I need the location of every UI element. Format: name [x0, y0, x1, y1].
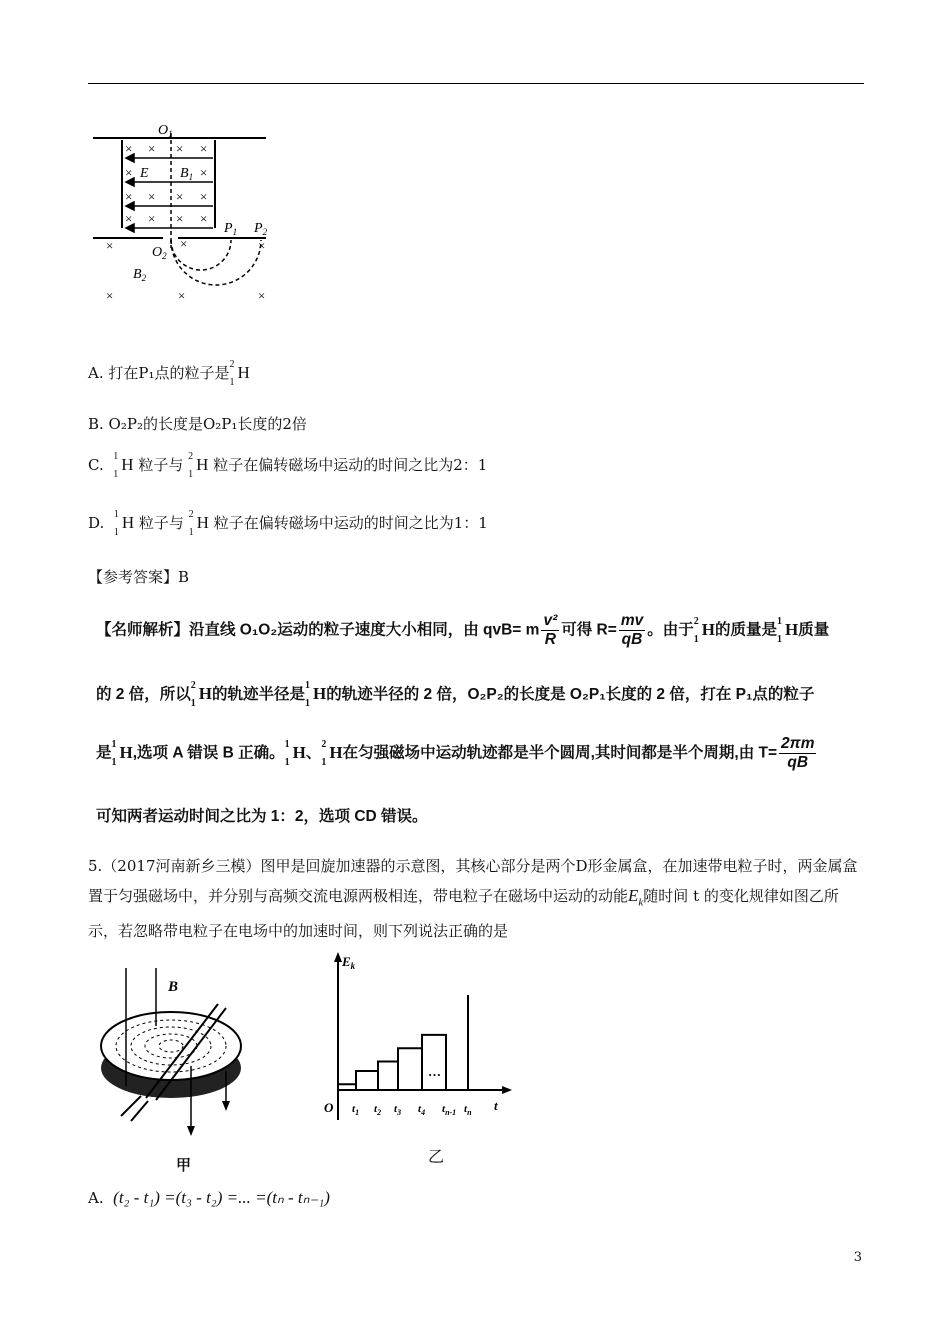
time-tick-label: $t_4$	[418, 1103, 426, 1117]
o2-sub: 2	[162, 251, 167, 261]
time-tick-label: $t_2$	[374, 1103, 382, 1117]
svg-text:O1	[158, 123, 173, 139]
o1-label: O	[158, 123, 169, 138]
e-label: E	[140, 166, 149, 181]
svg-text:B2	[133, 267, 147, 283]
field-cross: ×	[176, 211, 184, 226]
o1-sub: 1	[168, 129, 173, 139]
nuclide-h2: 2 1 H	[188, 451, 209, 480]
b-field-label: B	[168, 979, 179, 995]
page-number: 3	[853, 1250, 862, 1265]
x-axis-label: t	[494, 1098, 498, 1113]
energy-bar	[422, 1035, 446, 1090]
nuclide-h1: 1 1 H	[113, 509, 135, 538]
o2-label: O	[152, 245, 163, 260]
ellipsis-label: …	[428, 1064, 441, 1079]
header-rule	[88, 83, 864, 84]
reference-answer: 【参考答案】B	[88, 568, 190, 586]
field-cross: ×	[125, 211, 133, 226]
b1-label: B	[180, 166, 189, 181]
svg-text:P1	[223, 221, 237, 237]
field-cross: ×	[148, 211, 156, 226]
field-cross: ×	[200, 141, 208, 156]
field-cross: ×	[258, 288, 266, 303]
option-a	[88, 359, 250, 388]
analysis-line-1: 【名师解析】沿直线 O₁O₂运动的粒子速度大小相同，由 qvB= m $\frac{\text{v²}}{R}$ 可得 R= $\frac{mv}{qB}$ 。由于 2 1 H的质量是 1 1 H质量	[96, 612, 830, 648]
field-cross: ×	[148, 189, 156, 204]
field-cross: ×	[125, 189, 133, 204]
field-cross: ×	[178, 288, 186, 303]
figure-yi-caption: 乙	[428, 1147, 445, 1166]
ek-time-chart	[318, 950, 514, 1130]
field-cross: ×	[200, 189, 208, 204]
option-b: B. O₂P₂的长度是O₂P₁长度的2倍	[88, 415, 307, 433]
p2-sub: 2	[262, 227, 268, 237]
field-cross: ×	[106, 288, 114, 303]
option-c: C. 1 1 H 粒子与 2 1 H 粒子在偏转磁场中运动的时间之比为2：1	[88, 451, 488, 480]
option-d: D. 1 1 H 粒子与 2 1 H 粒子在偏转磁场中运动的时间之比为1：1	[88, 509, 488, 538]
p1-sub: 1	[232, 227, 238, 237]
b1-sub: 1	[188, 172, 194, 182]
figure-jia-caption: 甲	[176, 1156, 192, 1174]
svg-text:Ek	[341, 954, 356, 971]
p1-label: P	[224, 221, 233, 236]
option-a-text: A. 打在P₁点的粒子是	[88, 364, 230, 382]
field-cross: ×	[180, 236, 188, 251]
b2-label: B	[133, 267, 142, 282]
b2-sub: 2	[141, 273, 147, 283]
nuclide-h1: 1 1 H	[113, 451, 134, 480]
question-5: 5.（2017河南新乡三模）图甲是回旋加速器的示意图，其核心部分是两个D形金属盒，在加速带电粒子时，两金属盒置于匀强磁场中，并分别与高频交流电源两极相连，带电粒子在磁场中运动的动能$E_k$随时间 t 的变化规律如图乙所示，若忽略带电粒子在电场中的加速时间，则下列说法正确的是	[88, 857, 858, 941]
field-cross: ×	[258, 238, 266, 253]
q5-option-a: A. (t₂ - t₁) =(t₃ - t₂) =... =(tₙ - tₙ₋₁)	[88, 1188, 330, 1207]
time-tick-label: $t_n$	[464, 1103, 472, 1117]
analysis-line-3: 是 1 1 H,选项 A 错误 B 正确。 1 1 H、 2 1 H在匀强磁场中运动轨迹都是半个圆周,其时间都是半个周期,由 T= $\frac{2\pi m}{qB}$	[96, 735, 815, 771]
field-cross: ×	[125, 165, 133, 180]
field-cross: ×	[200, 165, 208, 180]
nuclide-h2: 2 1 H	[229, 359, 250, 388]
field-cross: ×	[106, 238, 114, 253]
y-axis-label: E	[342, 954, 351, 969]
velocity-selector-figure	[88, 118, 278, 308]
svg-text:P2	[253, 221, 268, 237]
energy-bar	[356, 1071, 378, 1090]
analysis-line-2: 的 2 倍，所以 2 1 H的轨迹半径是 1 1 H的轨迹半径的 2 倍，O₂P₂的长度是 O₂P₁长度的 2 倍，打在 P₁点的粒子	[96, 680, 815, 709]
nuclide-h2: 2 1 H	[188, 509, 209, 538]
field-cross: ×	[176, 189, 184, 204]
svg-text:B1	[180, 166, 193, 182]
energy-bar	[378, 1062, 398, 1091]
field-cross: ×	[148, 141, 156, 156]
field-cross: ×	[176, 141, 184, 156]
svg-text:O2	[152, 245, 167, 261]
time-tick-label: $t_3$	[394, 1103, 402, 1117]
y-axis-sub: k	[350, 961, 356, 971]
energy-bar	[398, 1048, 422, 1090]
time-tick-label: $t_{n-1}$	[442, 1103, 457, 1117]
field-cross: ×	[200, 211, 208, 226]
p2-label: P	[254, 221, 263, 236]
field-cross: ×	[125, 141, 133, 156]
analysis-line-4: 可知两者运动时间之比为 1：2，选项 CD 错误。	[96, 808, 428, 825]
time-tick-label: $t_1$	[352, 1103, 360, 1117]
origin-label: O	[324, 1100, 334, 1115]
cyclotron-figure	[96, 966, 256, 1146]
